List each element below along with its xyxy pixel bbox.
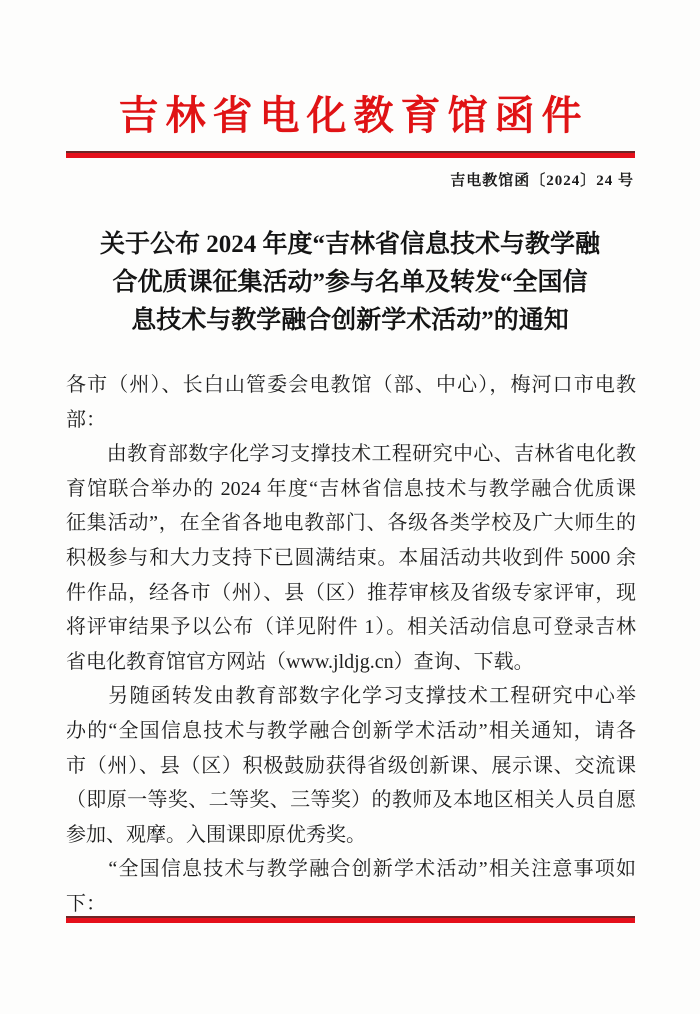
notice-title-line: 息技术与教学融合创新学术活动”的通知	[131, 307, 569, 334]
notice-body-line: 办的“全国信息技术与教学融合创新学术活动”相关通知，请各	[66, 719, 636, 742]
notice-body-line: 各市（州）、长白山管委会电教馆（部、中心），梅河口市电教	[66, 374, 636, 396]
notice-title-line: 合优质课征集活动”参与名单及转发“全国信	[112, 269, 588, 296]
notice-body-line: 部：	[66, 408, 106, 431]
notice-body-line: 由教育部数字化学习支撑技术工程研究中心、吉林省电化教	[66, 443, 636, 466]
notice-body-line: 征集活动”，在全省各地电教部门、各级各类学校及广大师生的	[66, 512, 636, 535]
footer-rule	[66, 916, 635, 923]
letterhead-title: 吉林省电化教育馆函件	[118, 93, 589, 138]
notice-body-line: 另随函转发由教育部数字化学习支撑技术工程研究中心举	[66, 685, 636, 708]
notice-title	[45, 226, 655, 340]
notice-body-line: （即原一等奖、二等奖、三等奖）的教师及本地区相关人员自愿	[66, 789, 636, 812]
notice-body-line: 省电化教育馆官方网站（www.jldjg.cn）查询、下载。	[66, 650, 534, 673]
notice-body-line: 件作品，经各市（州）、县（区）推荐审核及省级专家评审，现	[66, 581, 636, 604]
notice-body	[66, 368, 636, 922]
notice-body-line: 下：	[66, 892, 106, 915]
notice-body-line: 将评审结果予以公布（详见附件 1）。相关活动信息可登录吉林	[66, 616, 636, 639]
notice-body-line: 积极参与和大力支持下已圆满结束。本届活动共收到件 5000 余	[66, 546, 636, 569]
notice-body-line: 参加、观摩。入围课即原优秀奖。	[66, 823, 366, 846]
notice-title-line: 关于公布 2024 年度“吉林省信息技术与教学融	[99, 231, 600, 258]
notice-body-line: 市（州）、县（区）积极鼓励获得省级创新课、展示课、交流课	[66, 754, 636, 777]
document-number: 吉电教馆函〔2024〕24 号	[450, 173, 634, 189]
header-rule	[66, 151, 635, 158]
notice-body-line: “全国信息技术与教学融合创新学术活动”相关注意事项如	[66, 858, 636, 881]
notice-body-line: 育馆联合举办的 2024 年度“吉林省信息技术与教学融合优质课	[66, 477, 636, 500]
